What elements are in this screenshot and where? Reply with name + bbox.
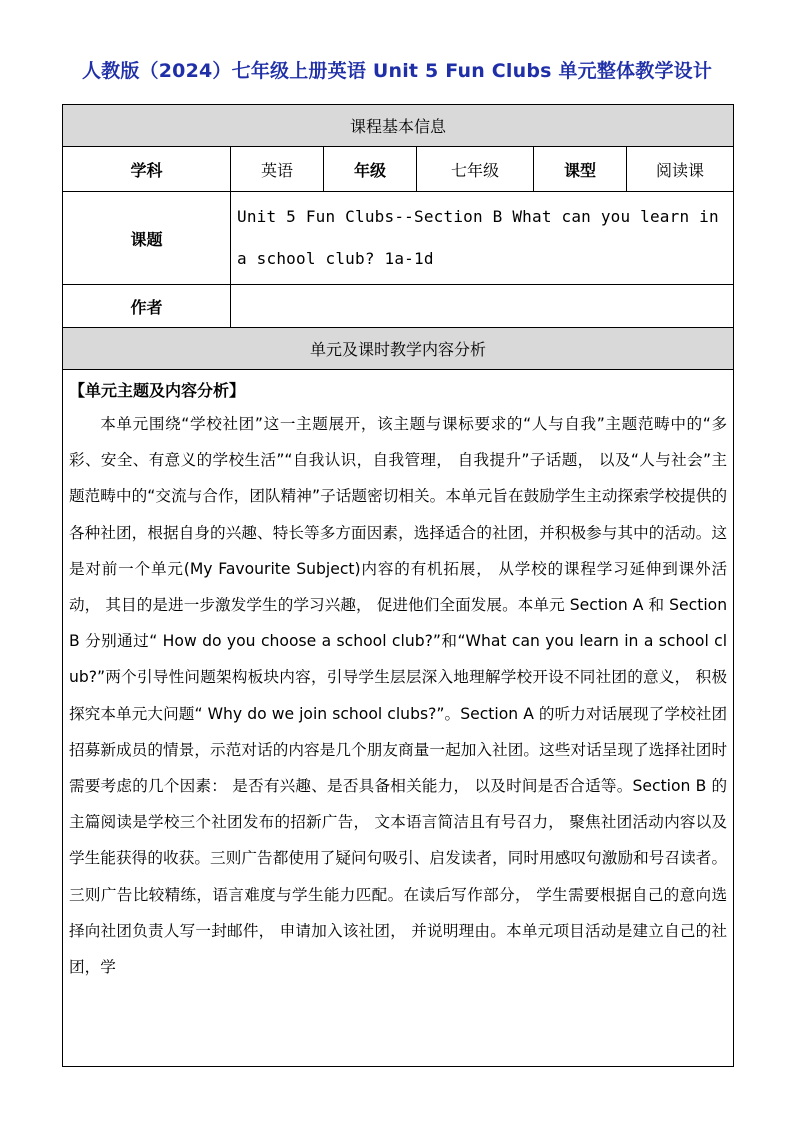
grade-value: 七年级 [417,147,534,192]
analysis-subheading: 【单元主题及内容分析】 [69,381,246,400]
document-title: 人教版（2024）七年级上册英语 Unit 5 Fun Clubs 单元整体教学设计 [81,60,713,82]
author-label: 作者 [63,285,231,328]
lesson-plan-table [62,104,734,1067]
analysis-content [63,370,734,1067]
subject-value: 英语 [231,147,324,192]
grade-label: 年级 [324,147,417,192]
topic-value: Unit 5 Fun Clubs--Section B What can you learn in a school club? 1a-1d [231,192,734,285]
subject-label: 学科 [63,147,231,192]
analysis-row [63,370,734,1067]
course-info-header-row [63,105,734,147]
type-value: 阅读课 [627,147,734,192]
author-value [231,285,734,328]
analysis-header-row [63,328,734,370]
course-info-heading: 课程基本信息 [63,105,734,147]
type-label: 课型 [534,147,627,192]
analysis-paragraph: 本单元围绕“学校社团”这一主题展开，该主题与课标要求的“人与自我”主题范畴中的“多彩、安全、有意义的学校生活”“自我认识，自我管理， 自我提升”子话题， 以及“人与社会”主题范畴中的“交流与合作，团队精神”子话题密切相关。本单元旨在鼓励学生主动探索学校提供的各种社团，根据自身的兴趣、特长等多方面因素，选择适合的社团，并积极参与其中的活动。这是对前一个单元(My Favourite Subject)内容的有机拓展， 从学校的课程学习延伸到课外活动， 其目的是进一步激发学生的学习兴趣， 促进他们全面发展。本单元 Section A 和 Section B 分别通过“ How do you choose a school club?”和“What can you learn in a school club?”两个引导性问题架构板块内容，引导学生层层深入地理解学校开设不同社团的意义， 积极探究本单元大问题“ Why do we join school clubs?”。Section A 的听力对话展现了学校社团招募新成员的情景，示范对话的内容是几个朋友商量一起加入社团。这些对话呈现了选择社团时需要考虑的几个因素： 是否有兴趣、是否具备相关能力， 以及时间是否合适等。Section B 的主篇阅读是学校三个社团发布的招新广告， 文本语言简洁且有号召力， 聚焦社团活动内容以及学生能获得的收获。三则广告都使用了疑问句吸引、启发读者，同时用感叹句激励和号召读者。三则广告比较精练，语言难度与学生能力匹配。在读后写作部分， 学生需要根据自己的意向选择向社团负责人写一封邮件， 申请加入该社团， 并说明理由。本单元项目活动是建立自己的社团，学 [69,415,728,977]
topic-label: 课题 [63,192,231,285]
analysis-heading: 单元及课时教学内容分析 [63,328,734,370]
topic-row [63,192,734,285]
subject-row [63,147,734,192]
author-row [63,285,734,328]
